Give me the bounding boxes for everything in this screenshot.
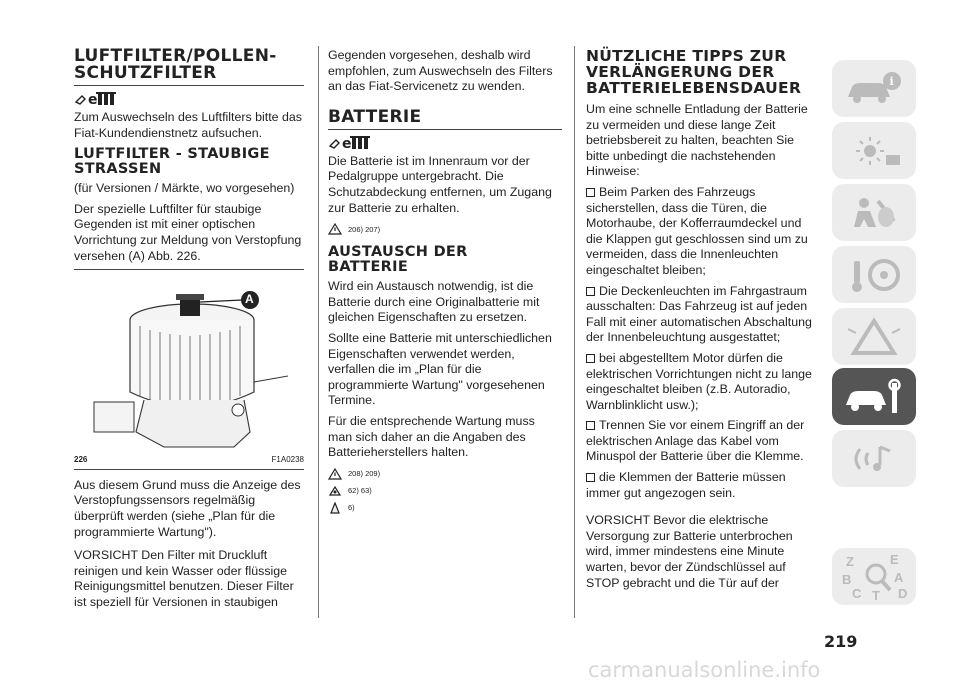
fiat-service-icon bbox=[74, 90, 304, 108]
manufacturer-text: Für die entsprechende Wartung muss man sich daher an die Angaben des Batterieherstellers halten. bbox=[328, 413, 535, 460]
column-divider bbox=[574, 46, 575, 618]
warning-triangle-icon bbox=[842, 317, 906, 357]
title-line: LUFTFILTER/POLLEN- bbox=[74, 46, 277, 66]
figure-caption bbox=[74, 452, 304, 470]
nav-tab-maintenance[interactable] bbox=[832, 368, 916, 425]
title-line: BATTERIELEBENSDAUER bbox=[586, 79, 802, 97]
environment-ref-row bbox=[328, 483, 562, 499]
tip-text: Die Deckenleuchten im Fahrgastraum ausschalten: Das Fahrzeug ist auf jeden Fall mit einer automatischen Abschaltung der Innenbeleuchtung ausgestattet; bbox=[586, 283, 812, 345]
svg-text:i: i bbox=[889, 74, 894, 88]
svg-text:e: e bbox=[88, 92, 98, 108]
column-battery bbox=[328, 48, 562, 517]
checkbox-bullet-icon bbox=[586, 188, 595, 197]
body-text: Der spezielle Luftfilter für staubige Gegenden ist mit einer optischen Vorrichtung zur Meldung von Verstopfung versehen (A) Abb. 226. bbox=[74, 201, 302, 263]
battery-location-text: Die Batterie ist im Innenraum vor der Pedalgruppe untergebracht. Die Schutzabdeckung entfernen, um Zugang zur Batterie zu erhalten. bbox=[328, 153, 552, 215]
title-line: NÜTZLICHE TIPPS ZUR bbox=[586, 47, 787, 65]
subtitle-dusty-roads bbox=[74, 147, 304, 177]
index-letter: Z bbox=[846, 554, 854, 569]
steering-key-icon bbox=[842, 255, 906, 295]
figure-number: 226 bbox=[74, 455, 88, 465]
figure-code: F1A0238 bbox=[271, 455, 304, 465]
tip-item bbox=[586, 418, 818, 465]
nav-tab-starting-driving[interactable] bbox=[832, 246, 916, 303]
section-title-air-filter bbox=[74, 48, 304, 82]
nav-tab-index[interactable] bbox=[832, 548, 916, 605]
caution-ref-row bbox=[328, 500, 562, 516]
car-info-icon bbox=[842, 69, 906, 109]
warning-ref-row bbox=[328, 466, 562, 482]
column-battery-tips bbox=[586, 48, 818, 596]
different-battery-text: Sollte eine Batterie mit unterschiedlichen Eigenschaften verwendet werden, verfallen die im „Plan für die programmierte Wartung" vorgesehenen Termine. bbox=[328, 330, 552, 408]
tip-text: bei abgestelltem Motor dürfen die elektrischen Vorrichtungen nicht zu lange eingeschaltet bleiben (z.B. Autoradio, Warnblinklicht usw.); bbox=[586, 350, 812, 412]
index-letter: C bbox=[852, 586, 862, 601]
divider bbox=[74, 85, 304, 86]
checkbox-bullet-icon bbox=[586, 354, 595, 363]
nav-tab-safety[interactable] bbox=[832, 184, 916, 241]
figure-air-filter bbox=[74, 282, 304, 452]
nav-tab-dashboard[interactable] bbox=[832, 122, 916, 179]
divider bbox=[328, 129, 562, 130]
reference-numbers: 206) 207) bbox=[348, 224, 381, 234]
tip-item bbox=[586, 185, 818, 279]
nav-tab-multimedia[interactable] bbox=[832, 430, 916, 487]
subtitle-battery-replacement bbox=[328, 245, 562, 275]
caution-icon bbox=[328, 502, 342, 514]
nav-tab-car-info[interactable] bbox=[832, 60, 916, 117]
continued-text: Gegenden vorgesehen, deshalb wird empfohlen, zum Auswechseln des Filters an das Fiat-Servicenetz zu wenden. bbox=[328, 48, 553, 94]
fiat-service-icon bbox=[328, 134, 562, 152]
reference-numbers: 6) bbox=[348, 503, 355, 513]
subtitle-line: LUFTFILTER - STAUBIGE bbox=[74, 146, 270, 163]
caution-text: VORSICHT Bevor die elektrische Versorgung zur Batterie unterbrochen wird, immer mindestens eine Minute warten, bevor der Zündschlüssel auf STOP gebracht und die Tür auf der bbox=[586, 513, 793, 590]
divider bbox=[74, 269, 304, 270]
checkbox-bullet-icon bbox=[586, 421, 595, 430]
warning-icon bbox=[328, 223, 342, 235]
index-letter: D bbox=[898, 586, 908, 601]
airbag-safety-icon bbox=[842, 193, 906, 233]
index-letter: T bbox=[872, 588, 880, 603]
title-line: SCHUTZFILTER bbox=[74, 63, 217, 83]
title-line: VERLÄNGERUNG DER bbox=[586, 63, 775, 81]
warning-ref-row bbox=[328, 221, 562, 237]
tips-intro: Um eine schnelle Entladung der Batterie zu vermeiden und diese lange Zeit betriebsbereit zu halten, beachten Sie bitte unbedingt die nachstehenden Hinweise: bbox=[586, 102, 808, 179]
multimedia-icon bbox=[842, 439, 906, 479]
subtitle-line: STRASSEN bbox=[74, 161, 162, 178]
column-air-filter bbox=[74, 48, 304, 616]
tip-text: die Klemmen der Batterie müssen immer gut angezogen sein. bbox=[586, 470, 786, 500]
tip-text: Trennen Sie vor einem Eingriff an der elektrischen Anlage das Kabel vom Minuspol der Batterie über die Klemme. bbox=[586, 418, 805, 464]
after-figure-text: Aus diesem Grund muss die Anzeige des Verstopfungssensors regelmäßig überprüft werden (siehe „Plan für die programmierte Wartung"). bbox=[74, 477, 301, 539]
environment-icon bbox=[328, 485, 342, 497]
tip-text: Beim Parken des Fahrzeugs sicherstellen, dass die Türen, die Motorhaube, der Kofferraumdeckel und die Klappen gut geschlossen sind um zu vermeiden, dass die Innenleuchten eingeschaltet bleiben; bbox=[586, 184, 808, 277]
tip-item bbox=[586, 351, 818, 413]
section-title-battery: BATTERIE bbox=[328, 106, 422, 127]
versions-note: (für Versionen / Märkte, wo vorgesehen) bbox=[74, 181, 295, 196]
subtitle-line: AUSTAUSCH DER bbox=[328, 244, 468, 261]
subtitle-line: BATTERIE bbox=[328, 259, 409, 276]
index-letter: A bbox=[894, 570, 904, 585]
reference-numbers: 208) 209) bbox=[348, 469, 381, 479]
reference-numbers: 62) 63) bbox=[348, 486, 372, 496]
index-letter: B bbox=[842, 572, 852, 587]
tip-item bbox=[586, 284, 818, 346]
column-divider bbox=[318, 46, 319, 618]
page-number: 219 bbox=[824, 632, 858, 651]
dashboard-lights-icon bbox=[842, 131, 906, 171]
watermark: carmanualsonline.info bbox=[588, 658, 821, 682]
car-wrench-icon bbox=[842, 377, 906, 417]
index-letter: E bbox=[890, 552, 899, 567]
caution-text: VORSICHT Den Filter mit Druckluft reinigen und kein Wasser oder flüssige Reinigungsmittel benutzen. Dieser Filter ist speziell für Versionen in staubigen bbox=[74, 548, 294, 609]
nav-tab-emergency[interactable] bbox=[832, 308, 916, 365]
checkbox-bullet-icon bbox=[586, 287, 595, 296]
figure-label-a: A bbox=[245, 292, 254, 307]
section-title-battery-tips bbox=[586, 48, 818, 96]
checkbox-bullet-icon bbox=[586, 473, 595, 482]
replacement-text: Wird ein Austausch notwendig, ist die Batterie durch eine Originalbatterie mit gleichen Eigenschaften zu ersetzen. bbox=[328, 279, 540, 325]
warning-icon bbox=[328, 468, 342, 480]
tip-item bbox=[586, 470, 818, 501]
intro-text: Zum Auswechseln des Luftfilters bitte das Fiat-Kundendienstnetz aufsuchen. bbox=[74, 110, 302, 140]
svg-text:e: e bbox=[342, 135, 352, 152]
